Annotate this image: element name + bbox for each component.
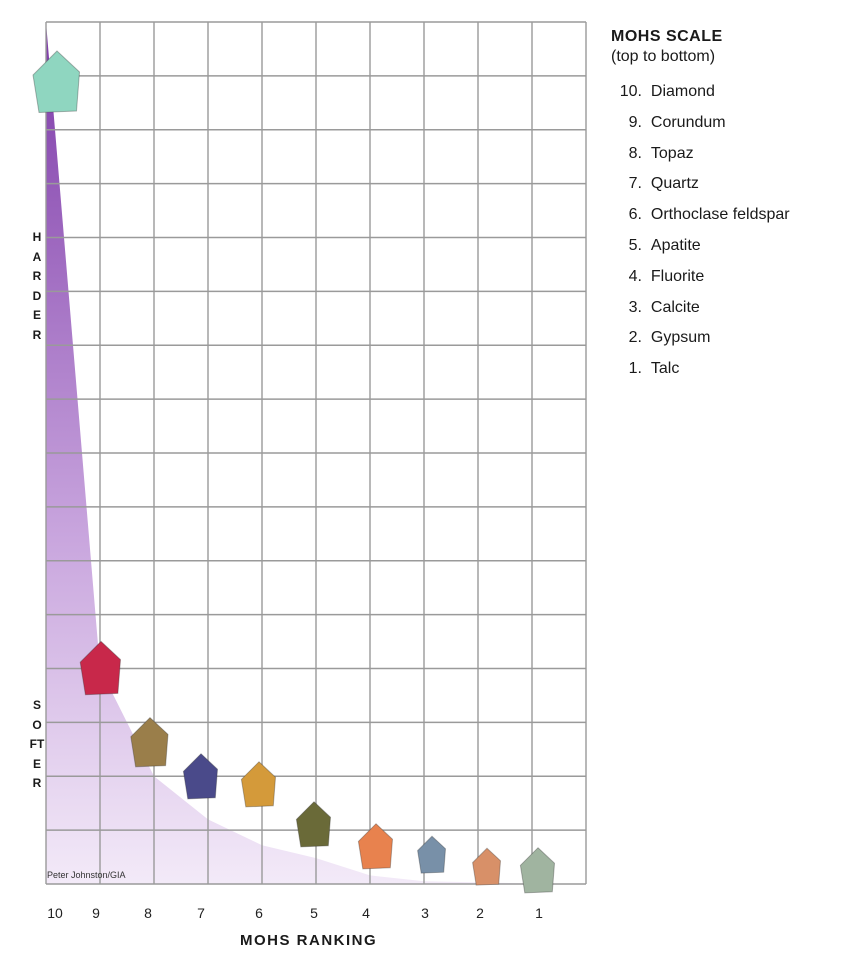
- legend-item: 3. Calcite: [628, 298, 700, 316]
- x-axis-label: MOHS RANKING: [240, 932, 378, 949]
- mineral-1: [520, 848, 554, 893]
- x-tick-label: 9: [92, 905, 100, 921]
- legend-item: 8. Topaz: [628, 144, 694, 162]
- legend-list: [611, 77, 851, 385]
- x-tick-label: 5: [310, 905, 318, 921]
- legend-item: 5. Apatite: [628, 236, 701, 254]
- legend-item: 1. Talc: [628, 360, 680, 378]
- x-tick-label: 10: [47, 905, 63, 921]
- mohs-legend: [611, 27, 851, 385]
- y-label-harder: HARDER: [32, 230, 42, 342]
- legend-item: 7. Quartz: [628, 175, 699, 193]
- mineral-7: [183, 754, 217, 799]
- legend-item: 2. Gypsum: [628, 329, 711, 347]
- mineral-5: [296, 802, 330, 847]
- photo-credit: Peter Johnston/GIA: [47, 870, 126, 880]
- x-tick-label: 7: [197, 905, 205, 921]
- x-tick-label: 2: [476, 905, 484, 921]
- x-tick-label: 6: [255, 905, 263, 921]
- legend-item: 6. Orthoclase feldspar: [628, 206, 790, 224]
- x-tick-label: 4: [362, 905, 370, 921]
- x-tick-label: 1: [535, 905, 543, 921]
- legend-item: 10. Diamond: [619, 83, 715, 100]
- mineral-10: [33, 51, 80, 113]
- mineral-3: [418, 836, 446, 873]
- mineral-8: [131, 718, 168, 767]
- legend-item: 9. Corundum: [628, 113, 726, 131]
- mineral-6: [241, 762, 275, 807]
- mineral-2: [473, 848, 501, 885]
- x-tick-labels: [47, 905, 543, 921]
- legend-title: MOHS SCALE: [611, 28, 723, 45]
- x-tick-label: 3: [421, 905, 429, 921]
- x-tick-label: 8: [144, 905, 152, 921]
- y-label-softer: SOFTER: [29, 698, 45, 790]
- legend-subtitle: (top to bottom): [611, 48, 716, 65]
- legend-item: 4. Fluorite: [628, 267, 705, 285]
